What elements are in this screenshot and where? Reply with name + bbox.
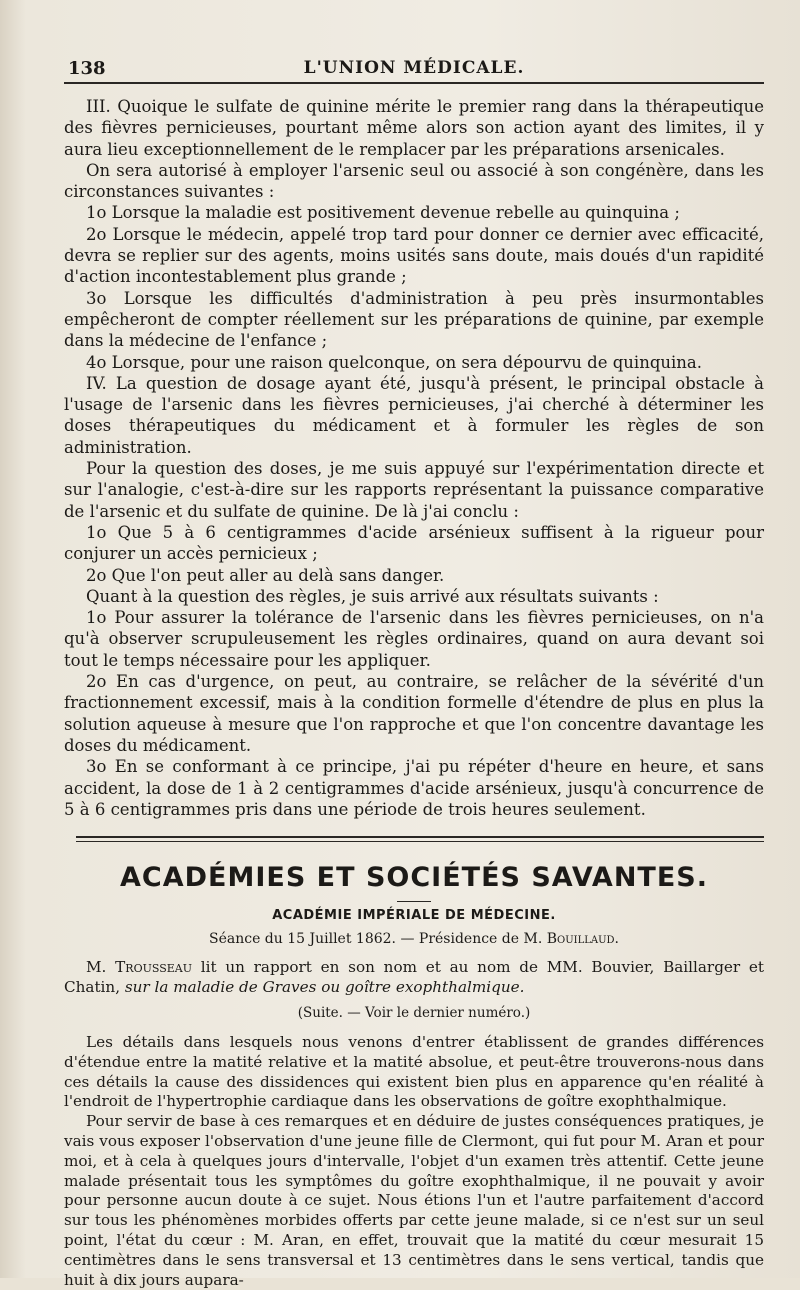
- paragraph: Les détails dans lesquels nous venons d'entrer établissent de grandes différences d'étendue entre la matité relative et la matité absolue, et peut-être trouverons-nous dans ces détails la cause des dissidences qui existent bien plus en apparence qu'en réalité à l'endroit de l'hypertrophie cardiaque dans les observations de goître exophthalmique.: [64, 1033, 764, 1111]
- report-intro: [64, 957, 764, 997]
- report-intro-text: lit un rapport en son nom et au nom de MM. Bouvier, Baillarger et Chatin,: [64, 958, 765, 997]
- paragraph: 1o Pour assurer la tolérance de l'arsenic dans les fièvres pernicieuses, on n'a qu'à observer scrupuleusement les règles ordinaires, quand on aura devant soi tout le temps nécessaire pour les appliquer.: [64, 608, 764, 670]
- paragraph: 2o Lorsque le médecin, appelé trop tard pour donner ce dernier avec efficacité, devra se replier sur des agents, moins usités sans doute, mais doués d'un rapidité d'action incontestablement plus grande ;: [64, 224, 764, 287]
- running-head: [64, 56, 764, 84]
- paragraph: Pour la question des doses, je me suis appuyé sur l'expérimentation directe et sur l'analogie, c'est-à-dire sur les rapports représentant la puissance comparative de l'arsenic et du sulfate de quinine. De là j'ai conclu :: [64, 459, 764, 521]
- paragraph: 1o Que 5 à 6 centigrammes d'acide arsénieux suffisent à la rigueur pour conjurer un accès pernicieux ;: [64, 522, 764, 564]
- paragraph: 3o En se conformant à ce principe, j'ai pu répéter d'heure en heure, et sans accident, la dose de 1 à 2 centigrammes d'acide arsénieux, jusqu'à concurrence de 5 à 6 centigrammes pris dans une période de trois heures seulement.: [64, 757, 764, 819]
- academy-name: ACADÉMIE IMPÉRIALE DE MÉDECINE.: [272, 908, 556, 924]
- paragraph: Quant à la question des règles, je suis arrivé aux résultats suivants :: [86, 586, 659, 606]
- paragraph: III. Quoique le sulfate de quinine mérite le premier rang dans la thérapeutique des fièvres pernicieuses, pourtant même alors son action ayant des limites, il y aura lieu exceptionnellement de le remplacer par les préparations arsenicales.: [64, 97, 764, 159]
- session-line: [64, 931, 764, 947]
- session-date: Séance du 15 Juillet 1862. — Présidence de M.: [208, 931, 543, 948]
- paragraph: 2o Que l'on peut aller au delà sans danger.: [86, 565, 445, 585]
- section-divider: [76, 836, 764, 842]
- paragraph: 2o En cas d'urgence, on peut, au contraire, se relâcher de la sévérité d'un fractionnement excessif, mais à la condition formelle d'étendre de plus en plus la solution aqueuse à mesure que l'on rapproche et que l'on concentre davantage les doses du médicament.: [64, 672, 764, 755]
- title-rule: [397, 901, 431, 902]
- paragraph: Pour servir de base à ces remarques et en déduire de justes conséquences pratiques, je vais vous exposer l'observation d'une jeune fille de Clermont, qui fut pour M. Aran et pour moi, et à cela à quelques jours d'intervalle, l'objet d'un examen très attentif. Cette jeune malade présentait tous les symptômes du goître exophthalmique, il ne pouvait y avoir pour personne aucun doute à ce sujet. Nous étions l'un et l'autre parfaitement d'accord sur tous les phénomènes morbides offerts par cette jeune malade, si ce n'est sur un seul point, l'état du cœur : M. Aran, en effet, trouvait que la matité du cœur mesurait 15 centimètres dans le sens transversal et 13 centimètres dans le sens vertical, tandis que huit à dix jours aupara-: [64, 1112, 764, 1289]
- author-prefix: M.: [86, 958, 107, 977]
- section-title: ACADÉMIES ET SOCIÉTÉS SAVANTES.: [120, 862, 708, 894]
- report-heading: [64, 957, 764, 997]
- report-author: Trousseau: [115, 958, 192, 977]
- paragraph: 3o Lorsque les difficultés d'administration à peu près insurmontables empêcheront de compter réellement sur les préparations de quinine, par exemple dans la médecine de l'enfance ;: [64, 288, 764, 351]
- paragraph: 1o Lorsque la maladie est positivement devenue rebelle au quinquina ;: [86, 203, 680, 223]
- paragraph: IV. La question de dosage ayant été, jusqu'à présent, le principal obstacle à l'usage de l'arsenic dans les fièvres pernicieuses, j'ai cherché à déterminer les doses thérapeutiques du médicament et à formuler les règles de son administration.: [64, 373, 764, 457]
- paragraph: On sera autorisé à employer l'arsenic seul ou associé à son congénère, dans les circonstances suivantes :: [64, 160, 764, 202]
- paragraph: 4o Lorsque, pour une raison quelconque, on sera dépourvu de quinquina.: [86, 352, 703, 372]
- president-name: Bouillaud.: [546, 931, 619, 948]
- continuation-note: (Suite. — Voir le dernier numéro.): [297, 1005, 531, 1022]
- report-body: [64, 1033, 764, 1290]
- article-conclusions: [64, 96, 764, 820]
- report-subject: sur la maladie de Graves ou goître exophthalmique.: [124, 978, 525, 997]
- page-number: 138: [68, 58, 106, 79]
- journal-title: L'UNION MÉDICALE.: [303, 58, 525, 78]
